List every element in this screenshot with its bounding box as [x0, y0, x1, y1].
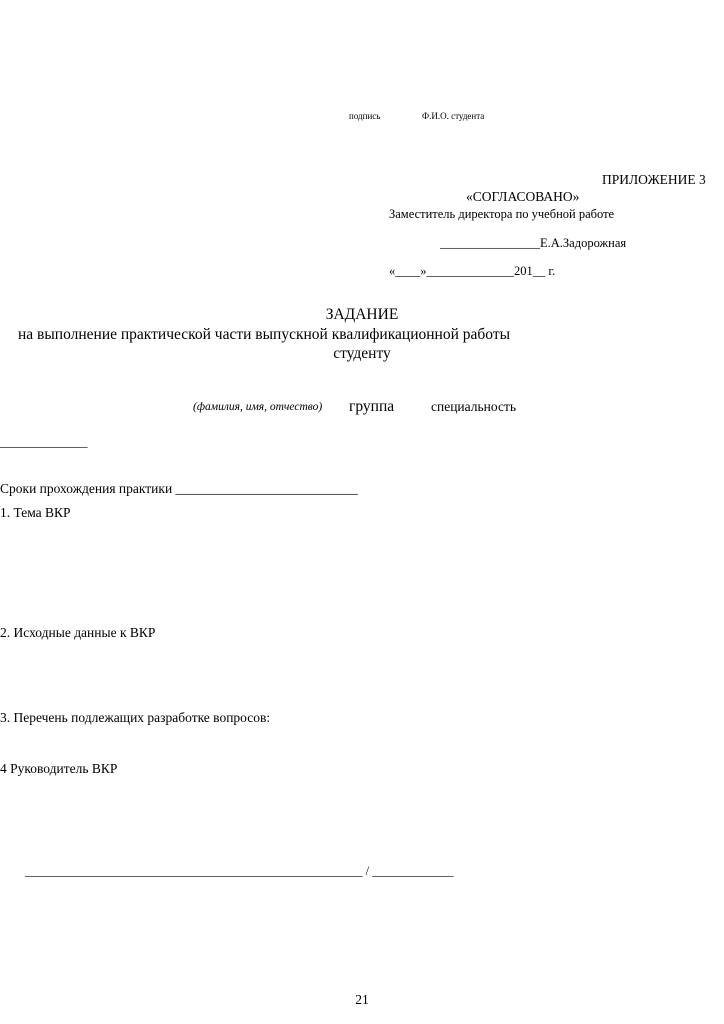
- page-number: 21: [355, 992, 369, 1007]
- group-label: группа: [349, 398, 395, 415]
- approval-title: «СОГЛАСОВАНО»: [466, 189, 580, 204]
- name-hint: (фамилия, имя, отчество): [193, 401, 323, 413]
- approval-date-line: «____»______________201__ г.: [389, 264, 556, 278]
- student-name-caption: Ф.И.О. студента: [422, 111, 485, 121]
- appendix-label: ПРИЛОЖЕНИЕ 3: [602, 172, 706, 187]
- approval-signature-line: ________________Е.А.Задорожная: [440, 236, 627, 250]
- practice-dates: Сроки прохождения практики ___________________________: [0, 481, 358, 496]
- approval-position: Заместитель директора по учебной работе: [389, 207, 615, 221]
- signature-caption: подпись: [349, 111, 381, 121]
- specialty-label: специальность: [431, 399, 517, 414]
- item-questions: 3. Перечень подлежащих разработке вопросов:: [0, 710, 271, 725]
- blank-line: ______________: [0, 435, 88, 449]
- assignment-heading: ЗАДАНИЕ: [325, 306, 399, 323]
- assignment-recipient: студенту: [333, 345, 391, 362]
- item-initial-data: 2. Исходные данные к ВКР: [0, 625, 156, 640]
- item-supervisor: 4 Руководитель ВКР: [0, 761, 118, 776]
- assignment-subheading: на выполнение практической части выпускной квалификационной работы: [18, 326, 511, 343]
- bottom-signature-line: ______________________________________________________ / _____________: [25, 864, 454, 878]
- item-topic: 1. Тема ВКР: [0, 505, 71, 520]
